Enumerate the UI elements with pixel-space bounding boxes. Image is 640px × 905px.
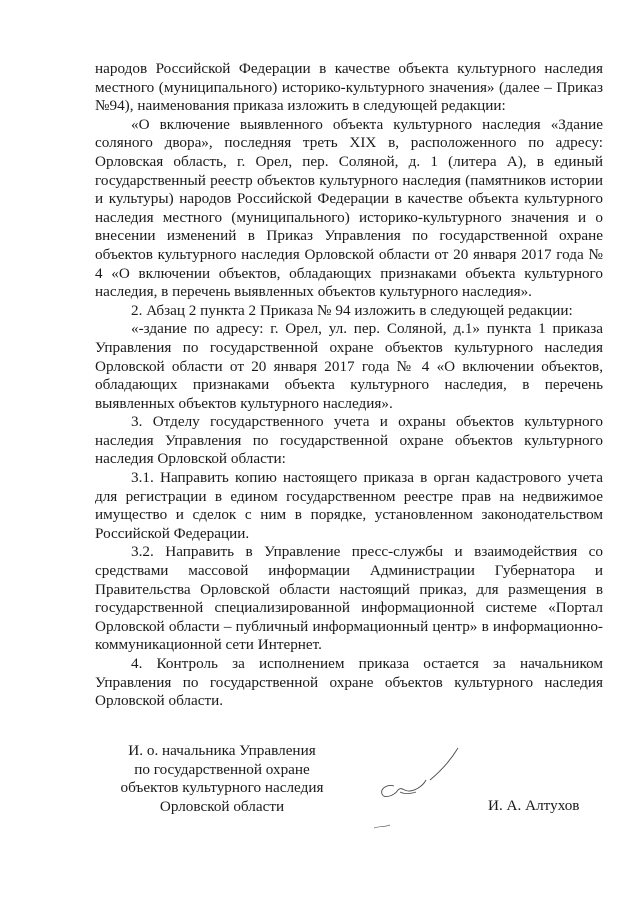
paragraph-item-4: 4. Контроль за исполнением приказа остается за начальником Управления по государственной охране объектов культурного наследия Орловской области. [95, 655, 603, 710]
paragraph-item-2: 2. Абзац 2 пункта 2 Приказа № 94 изложить в следующей редакции: [131, 301, 573, 319]
paragraph-item-3-2: 3.2. Направить в Управление пресс-службы и взаимодействия со средствами массовой информации Администрации Губернатора и Правительства Орловской области настоящий приказ, для размещения в государственной специализированной информационной системе «Портал Орловской области – публичный информационный центр» в информационно-коммуникационной сети Интернет. [95, 543, 603, 654]
handwritten-signature [360, 744, 470, 839]
signatory-position-line: по государственной охране [134, 760, 310, 778]
paragraph-intro: народов Российской Федерации в качестве объекта культурного наследия местного (муниципального) историко-культурного значения» (далее – Приказ №94), наименования приказа изложить в следующей редакции: [95, 60, 603, 115]
signatory-position [92, 742, 352, 816]
paragraph-item-3-1: 3.1. Направить копию настоящего приказа в орган кадастрового учета для регистрации в едином государственном реестре прав на недвижимое имущество и сделок с ним в порядке, установленном законодательством Российской Федерации. [95, 469, 603, 542]
paragraph-quoted-title: «О включение выявленного объекта культурного наследия «Здание соляного двора», последняя треть XIX в, расположенного по адресу: Орловская область, г. Орел, пер. Соляной, д. 1 (литера А), в единый государственный реестр объектов культурного наследия (памятников истории и культуры) народов Российской Федерации в качестве объекта культурного наследия местного (муниципального) историко-культурного значения и о внесении изменений в Приказ Управления по государственной охране объектов культурного наследия Орловской области от 20 января 2017 года № 4 «О включении объектов, обладающих признаками объекта культурного наследия, в перечень выявленных объектов культурного наследия». [95, 115, 603, 301]
document-body [95, 60, 603, 711]
paragraph-item-3: 3. Отделу государственного учета и охраны объектов культурного наследия Управления по государственной охране объектов культурного наследия Орловской области: [95, 413, 603, 468]
signatory-name: И. А. Алтухов [488, 797, 580, 814]
signatory-position-line: И. о. начальника Управления [128, 742, 316, 759]
paragraph-item-2-text: «-здание по адресу: г. Орел, ул. пер. Соляной, д.1» пункта 1 приказа Управления по государственной охране объектов культурного наследия Орловской области от 20 января 2017 года № 4 «О включении объектов, обладающих признаками объекта культурного наследия, в перечень выявленных объектов культурного наследия». [95, 320, 603, 412]
signatory-position-line: объектов культурного наследия [120, 779, 324, 797]
signatory-position-line: Орловской области [159, 797, 285, 815]
